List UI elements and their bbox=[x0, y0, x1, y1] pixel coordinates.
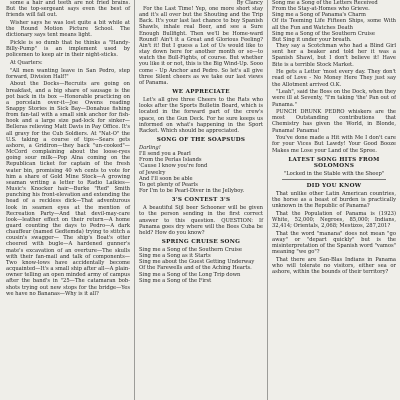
verse-line: From the Stay-at-Homes who Grieve. bbox=[272, 6, 370, 13]
heading-did-you-know: DID YOU KNOW bbox=[306, 182, 362, 189]
verse-line: Of the Farewells and of the Aching Hearts. bbox=[139, 265, 252, 272]
verse-line: Sing me a Song of the Long Trip down bbox=[139, 271, 241, 278]
column-middle bbox=[139, 0, 268, 400]
verse-line: Sing me a Song of the Southern Cruise bbox=[272, 30, 375, 37]
paragraph-wisher: Wisher says he was lost quite a bit while at the Round Motion Picture School. The dictionary says tent means light. bbox=[6, 19, 130, 39]
column-container bbox=[6, 0, 396, 400]
paragraph-leah: "Leah", said the Boss on the Dock, when they were ill at Seventy, "I'm taking 'the' Pan out of Panama." bbox=[272, 89, 396, 108]
paragraph-last-time: For the Last Time! Yep, one more short stay and it's all over but the Shouting and the Trip Back. It's your last last chance to buy Spanish Shawls, inhale real Beer, and see a Sure Enough Bullfight. Then we'll be Home-ward Round! Ain't it a Great and Glorious Feeling? Ain't it! But I guess a Lot of Us would like to stay down here for another month or so—to watch the Bull-Fights, of course. But whether you like it or not, this is the Big Wind-Up. Sooo come - Up Anchor and Pedro. So let's all give three Silent cheers as we take our last views of Panama. bbox=[139, 6, 263, 86]
paragraph-fact-horse: That unlike other Latin American countries, the horse as a beast of burden is practically unknown in the Republic of Panama? bbox=[272, 190, 396, 210]
paragraph-contest: A beautiful Sijl beer Schooner will be given to the person sending in the first correct answer to this question. QUESTION: If Panama goes dry where will the Bees Cuba be held? How do you know? bbox=[139, 205, 263, 236]
paragraph-fact-population: That the Population of Panama is (1923) White, 52,000; Negroes, 85,000; Indians, 32,414; Orientals, 2,068; Mestizos, 287,201? bbox=[272, 210, 396, 230]
cruise-verse-continued bbox=[272, 0, 396, 43]
paragraph-letter: He gets a Letter 'most every day. They don't read of Love - No Money Here They just say the Allotment arrived O.K. bbox=[272, 69, 396, 88]
verse-line: of Jewelry bbox=[139, 169, 166, 176]
cruise-verse bbox=[139, 247, 263, 284]
verse-line: Sing me a Song of the Southern Cruise bbox=[139, 247, 242, 253]
verse-line: Sing me a Song of Panama's Charm bbox=[272, 12, 366, 19]
paragraph-punch-drunk: PUNCH DRUNK PEDRO whiskers are the most Outstanding contributions that Chemistry has given the World, in Blonde, Panama! Panama! bbox=[272, 109, 396, 134]
paragraph-scotchman: They say a Scotchman who had a Blind Girl sent her a beaker and told her it was a Spanish Shawl, but I don't believe it! Have Bite is a terrible Stock Market. bbox=[272, 43, 396, 68]
verse-line: Song me a Song of the Letters Received bbox=[272, 0, 378, 6]
divider bbox=[282, 179, 386, 180]
verse-line: Sing me a Song of the First bbox=[139, 277, 212, 284]
verse-line: But Sing it under your breath. bbox=[272, 36, 352, 43]
verse-line: Sing me a Song as it Starts bbox=[139, 253, 211, 260]
verse-line: For I'm to be Pearl-Diver in the Jellyboy. bbox=[139, 188, 245, 195]
paragraph-about-docks: About the Docks—Recruits are going on breakfast, and a big share of sausage is the pot back in its box —Honorable practicing on a porcelain over-it—Joe Owens reading Snappy Stories in Sick Bay—Donahue fishing from fan-tail with a small sink anchor for fish-hook and a large size pad-lock for sinker—Belleras relieving Matt Davis in Pay Office. It's all gravy for the Cub Soldiers. At "Nat-O" the U.S. taking a course of tips—Sears gets ashore, a Gridiron—they back "un-cooked"—McCord complaining about the loose-ryes going sour milk—Pop Alna coming on the Republican ticket for captain of the fresh water bin, promising 40 wh cents to vote for him a share of Gold Mine Stock—A growing seaman writing a letter to Radio Laikies—Music's Knocker hair—Burke "Red" Smith punching his front-elevation and extending the head of a reckless dick—That adventurous look in seamen eyes at the mention of Recreation Party—And that devil-may-care look—leather effect on their return—A home guard counting the days to Pedro—A dark chauffeur (named Gedtemda) trying to stitch a cousin's swagger— The ship's Boat's otter cheered with bugle—A hardened gunner's mate's excavation of an overture—The skulls with their fan-mail and talk of components—Two know-lows have accidentally become acquainted—It's a small ship after all—A plain-owner telling an open minded army of campus after the band's in "25—The catamaran bob-shots trying out new stops for the bridge—Yes we have no Bananas—Why is it all? bbox=[6, 81, 130, 297]
verse-line: To get plenty of Pearls bbox=[139, 181, 198, 188]
paragraph-appreciate: Let's all give three Cheers to the Rats who looks after the Sports Bulletin Board, which is located in the forward part of the crew's space, on the Gun Deck. For he sure keeps us informed on what's happening in the Sport Racket. Which should be appreciated. bbox=[139, 97, 263, 134]
paragraph-at-quarters: At Quarters: bbox=[10, 59, 43, 66]
paragraph-fact-sanblas: That there are San-Blas Indians in Panama who will tolerate no visitors, either sea or ashore, within the bounds of their territory? bbox=[272, 256, 396, 276]
byline: By Clancy bbox=[236, 0, 263, 6]
song-hit-title: "Locked in the Stable with the Sheep" bbox=[283, 170, 385, 177]
column-right bbox=[272, 0, 396, 400]
soapsuds-verse bbox=[139, 145, 263, 194]
heading-contest: 3'S CONTEST 3'S bbox=[171, 197, 231, 204]
paragraph-hit: You've done made a Hit with Me I don't care for your Vices But Lawdy! Your Good Booze Makes me Lose your Land of the Spree. bbox=[272, 135, 396, 154]
verse-line: And I'll soon be able bbox=[139, 175, 193, 182]
paragraph-pickle-intro: some a hair and teeth are not fried brains. But the top-sergeant says even the best of friends will fall out. bbox=[6, 0, 130, 19]
heading-song-soapsuds: SONG OF THE SOAPSUDS bbox=[156, 136, 246, 143]
paragraph-fact-manana: That the word "manana" does not mean "go away" or "depart quickly" but is the misinterpretation of the Spanish word "vamos" meaning "we go"? bbox=[272, 230, 396, 256]
verse-line: Of its Teeming Life Fifteen Ships, some With all the Fun and Watches Death bbox=[272, 18, 396, 31]
heading-latest-song-hits: LATEST SONG HITS FROM SOLOMONS bbox=[288, 156, 380, 169]
verse-line: 'Cause I know you're fond bbox=[139, 163, 208, 170]
verse-line: From the Perlas Islands bbox=[139, 157, 202, 164]
paragraph-pickle: Pickle is so dumb that he thinks a "Handy-Billy-Pump" is an implement used by policemen to keep air in their night-sticks. bbox=[6, 39, 130, 59]
heading-we-appreciate: WE APPRECIATE bbox=[172, 89, 230, 96]
heading-spring-cruise: SPRING CRUISE SONG bbox=[161, 239, 241, 245]
verse-line: Darling! bbox=[139, 144, 161, 151]
verse-line: Sing me about the Guest Getting Underway bbox=[139, 259, 255, 266]
column-left bbox=[6, 0, 135, 400]
paragraph-quarters-quote: "All men wanting leave in San Pedro, step forward, Division Half!" bbox=[6, 67, 130, 80]
verse-line: I'll send you a Pearl bbox=[139, 151, 191, 158]
